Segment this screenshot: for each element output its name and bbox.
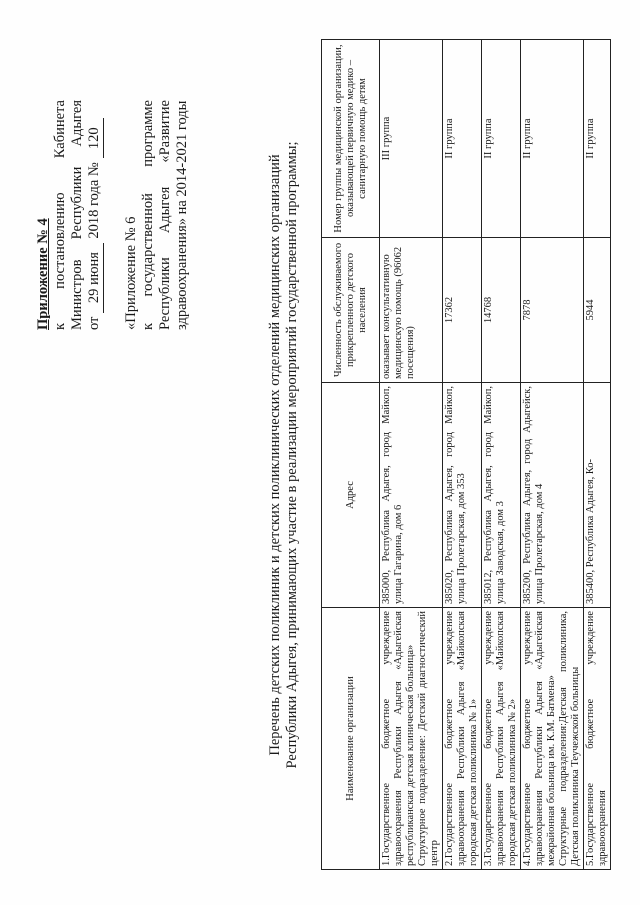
appendix-6-line: государственной [140, 193, 156, 297]
appendix-6-line: «Развитие [157, 100, 173, 163]
title-line-1: Перечень детских поликлиник и детских поликлинических отделений медицинских организаций [267, 154, 283, 756]
org-address: 385200, Республика Адыгея, город Адыгейск, улица Пролетарская, дом 4 [521, 383, 584, 608]
org-address: 385012, Республика Адыгея, город Майкоп, улица Заводская, дом 3 [482, 383, 521, 608]
table-header-row [322, 40, 380, 870]
appendix-6-title: «Приложение № 6 [123, 216, 139, 330]
org-population: 5944 [584, 238, 611, 383]
appendix-6-block [123, 100, 191, 330]
organizations-table [321, 39, 611, 870]
org-group: II группа [521, 40, 584, 238]
title-line-2: Республики Адыгея, принимающих участие в реализации мероприятий государственной программы; [284, 141, 300, 769]
table-row [482, 40, 521, 870]
table-row [380, 40, 443, 870]
order-number: 120 [86, 118, 104, 158]
document-title [267, 20, 301, 890]
appendix-4-line: Адыгея [69, 100, 85, 147]
appendix-4-title: Приложение № 4 [35, 218, 51, 330]
appendix-4-line: Кабинета [52, 100, 68, 159]
org-group: II группа [482, 40, 521, 238]
org-name: 2.Государственное бюджетное учреждение здравоохранения Республики Адыгея «Майкопская городская детская поликлиника № 1» [443, 608, 482, 870]
date-prefix: от [86, 316, 102, 330]
order-date: 29 июня [86, 243, 104, 313]
org-group: II группа [443, 40, 482, 238]
appendix-6-line: к [140, 322, 156, 330]
appendix-6-line: Адыгея [157, 186, 173, 234]
appendix-6-line: Республики [157, 257, 173, 330]
appendix-6-line: программе [140, 100, 156, 167]
org-name: 3.Государственное бюджетное учреждение здравоохранения Республики Адыгея «Майкопская городская детская поликлиника № 2» [482, 608, 521, 870]
org-group: II группа [584, 40, 611, 238]
header-group: Номер группы медицинской организации, оказывающей первичную медико – санитарную помощь детям [322, 40, 380, 238]
appendix-4-line: Министров [69, 259, 85, 330]
header-address: Адрес [322, 383, 380, 608]
org-name: 1.Государственное бюджетное учреждение здравоохранения Республики Адыгея «Адыгейская республиканская детская клиническая больница» Структурное подразделение: Детский диагностический центр [380, 608, 443, 870]
org-population: 17362 [443, 238, 482, 383]
org-group: III группа [380, 40, 443, 238]
org-address: 385000, Республика Адыгея, город Майкоп, улица Гагарина, дом 6 [380, 383, 443, 608]
header-population: Численность обслуживаемого прикрепленного детского населения [322, 238, 380, 383]
rotated-document [15, 20, 625, 890]
order-year: 2018 года № [86, 162, 102, 239]
header-name: Наименование организации [322, 608, 380, 870]
table-row [521, 40, 584, 870]
appendix-4-line: Республики [69, 166, 85, 240]
org-population: оказывает консультативную медицинскую помощь (96062 посещения) [380, 238, 443, 383]
org-name: 5.Государственное бюджетное учреждение здравоохранения [584, 608, 611, 870]
org-address: 385020, Республика Адыгея, город Майкоп, улица Пролетарская, дом 353 [443, 383, 482, 608]
org-population: 7878 [521, 238, 584, 383]
appendix-4-line: постановлению [52, 192, 68, 289]
appendix-6-line: здравоохранения» на 2014-2021 годы [174, 100, 190, 330]
appendix-4-line: к [52, 322, 68, 330]
table-row [443, 40, 482, 870]
org-name: 4.Государственное бюджетное учреждение здравоохранения Республики Адыгея «Адыгейская межрайонная больница им. К.М. Батмена» Структурные подразделения:Детская поликлиника, Детская поликлиника Теучежской больницы [521, 608, 584, 870]
table-row [584, 40, 611, 870]
org-address: 385400, Республика Адыгея, Ко- [584, 383, 611, 608]
appendix-4-block [35, 100, 104, 330]
org-population: 14768 [482, 238, 521, 383]
